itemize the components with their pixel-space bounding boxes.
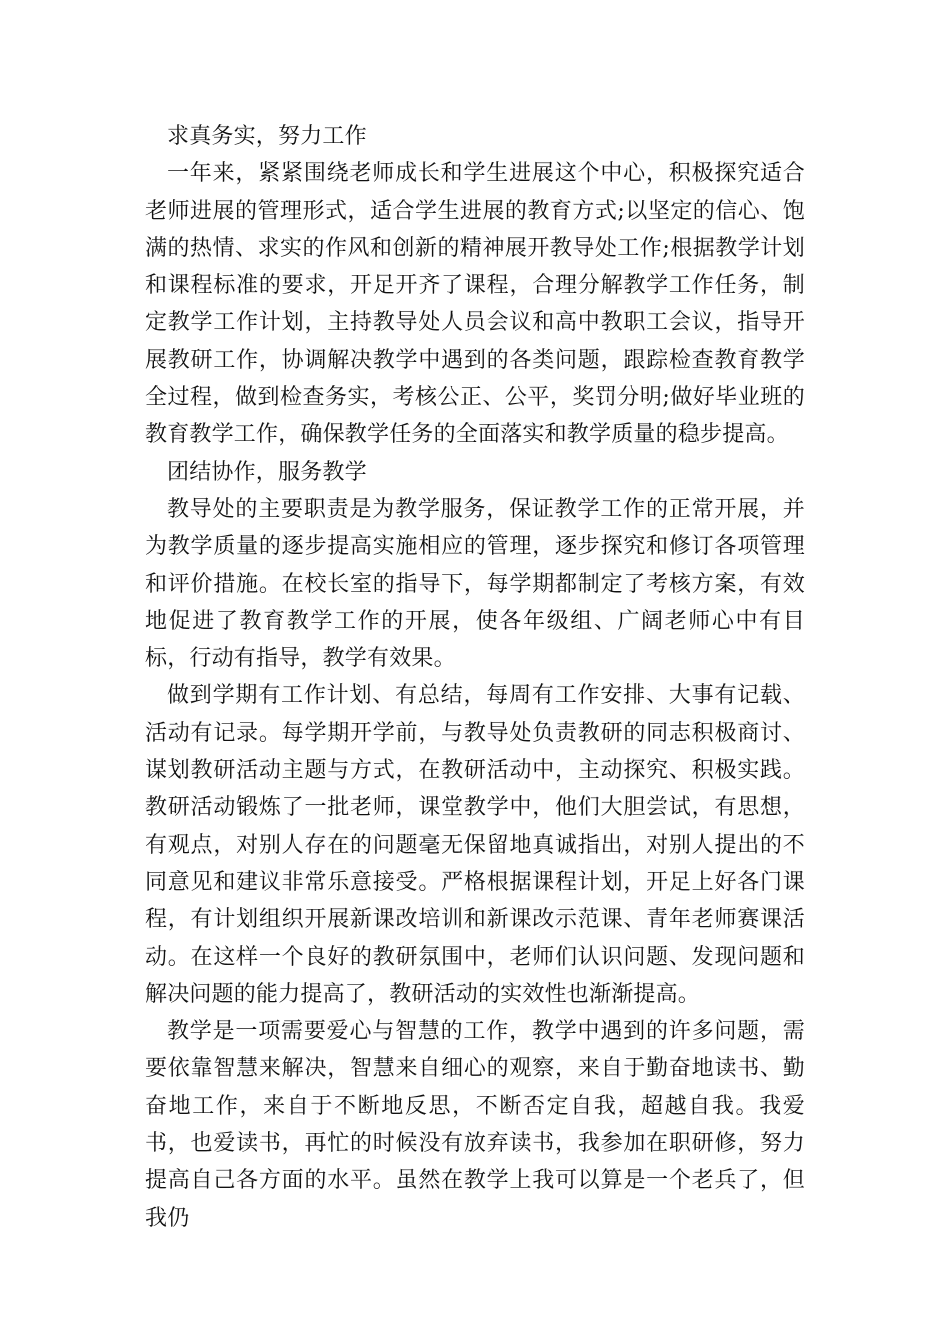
section-heading-2: 团结协作，服务教学 [167,459,367,485]
paragraph-1: 一年来，紧紧围绕老师成长和学生进展这个中心，积极探究适合老师进展的管理形式，适合学生进展的教育方式;以坚定的信心、饱满的热情、求实的作风和创新的精神展开教导处工作;根据教学计划和课程标准的要求，开足开齐了课程，合理分解教学工作任务，制定教学工作计划，主持教导处人员会议和高中教职工会议，指导开展教研工作，协调解决教学中遇到的各类问题，跟踪检查教育教学全过程，做到检查务实，考核公正、公平，奖罚分明;做好毕业班的教育教学工作，确保教学任务的全面落实和教学质量的稳步提高。 [145,161,805,448]
section-heading-1: 求真务实，努力工作 [167,124,367,149]
paragraph-4: 教学是一项需要爱心与智慧的工作，教学中遇到的许多问题，需要依靠智慧来解决，智慧来自细心的观察，来自于勤奋地读书、勤奋地工作，来自于不断地反思，不断否定自我，超越自我。我爱书，也爱读书，再忙的时候没有放弃读书，我参加在职研修，努力提高自己各方面的水平。虽然在教学上我可以算是一个老兵了，但我仍 [145,1019,805,1231]
paragraph-2: 教导处的主要职责是为教学服务，保证教学工作的正常开展，并为教学质量的逐步提高实施相应的管理，逐步探究和修订各项管理和评价措施。在校长室的指导下，每学期都制定了考核方案，有效地促进了教育教学工作的开展，使各年级组、广阔老师心中有目标，行动有指导，教学有效果。 [145,496,805,672]
document-body [145,118,805,1237]
paragraph-3: 做到学期有工作计划、有总结，每周有工作安排、大事有记载、活动有记录。每学期开学前，与教导处负责教研的同志积极商讨、谋划教研活动主题与方式，在教研活动中，主动探究、积极实践。教研活动锻炼了一批老师，课堂教学中，他们大胆尝试，有思想，有观点，对别人存在的问题毫无保留地真诚指出，对别人提出的不同意见和建议非常乐意接受。严格根据课程计划，开足上好各门课程，有计划组织开展新课改培训和新课改示范课、青年老师赛课活动。在这样一个良好的教研氛围中，老师们认识问题、发现问题和解决问题的能力提高了，教研活动的实效性也渐渐提高。 [145,683,805,1007]
